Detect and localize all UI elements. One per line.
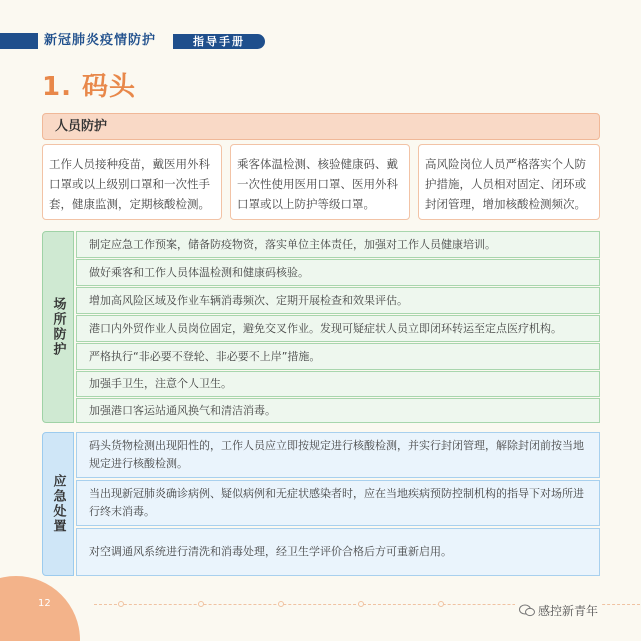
personnel-section-heading: 人员防护 [42,113,600,140]
site-item-6: 加强手卫生，注意个人卫生。 [76,371,600,397]
site-item-5: 严格执行“非必要不登轮、非必要不上岸”措施。 [76,343,600,370]
watermark-text: 感控新青年 [538,604,599,618]
header-accent-bar [0,33,38,49]
site-item-7: 加强港口客运站通风换气和清洁消毒。 [76,398,600,423]
header-title: 新冠肺炎疫情防护 [44,33,157,48]
page-number: 12 [38,598,51,609]
emergency-label: 应急处置 [42,432,74,576]
personnel-card-1: 工作人员接种疫苗，戴医用外科口罩或以上级别口罩和一次性手套，健康监测，定期核酸检测。 [42,144,222,220]
footer-dot [438,601,444,607]
emergency-item-2: 当出现新冠肺炎确诊病例、疑似病例和无症状感染者时，应在当地疾病预防控制机构的指导下对场所进行终末消毒。 [76,480,600,526]
footer-dot [278,601,284,607]
footer-dot [118,601,124,607]
page-title: 1. 码头 [42,72,137,102]
footer-dot [358,601,364,607]
site-item-4: 港口内外贸作业人员岗位固定，避免交叉作业。发现可疑症状人员立即闭环转运至定点医疗机构。 [76,315,600,342]
personnel-card-2: 乘客体温检测、核验健康码、戴一次性使用医用口罩、医用外科口罩或以上防护等级口罩。 [230,144,410,220]
site-item-3: 增加高风险区域及作业车辆消毒频次、定期开展检查和效果评估。 [76,287,600,314]
site-protection-label: 场所防护 [42,231,74,423]
footer-dot [198,601,204,607]
emergency-item-3: 对空调通风系统进行清洗和消毒处理，经卫生学评价合格后方可重新启用。 [76,528,600,576]
site-item-1: 制定应急工作预案，储备防疫物资，落实单位主体责任，加强对工作人员健康培训。 [76,231,600,258]
header-badge: 指导手册 [173,34,265,49]
personnel-card-3: 高风险岗位人员严格落实个人防护措施，人员相对固定、闭环或封闭管理，增加核酸检测频次。 [418,144,600,220]
watermark [515,602,602,619]
wechat-icon [519,604,535,617]
site-item-2: 做好乘客和工作人员体温检测和健康码核验。 [76,259,600,286]
emergency-item-1: 码头货物检测出现阳性的，工作人员应立即按规定进行核酸检测，并实行封闭管理，解除封闭前按当地规定进行核酸检测。 [76,432,600,478]
